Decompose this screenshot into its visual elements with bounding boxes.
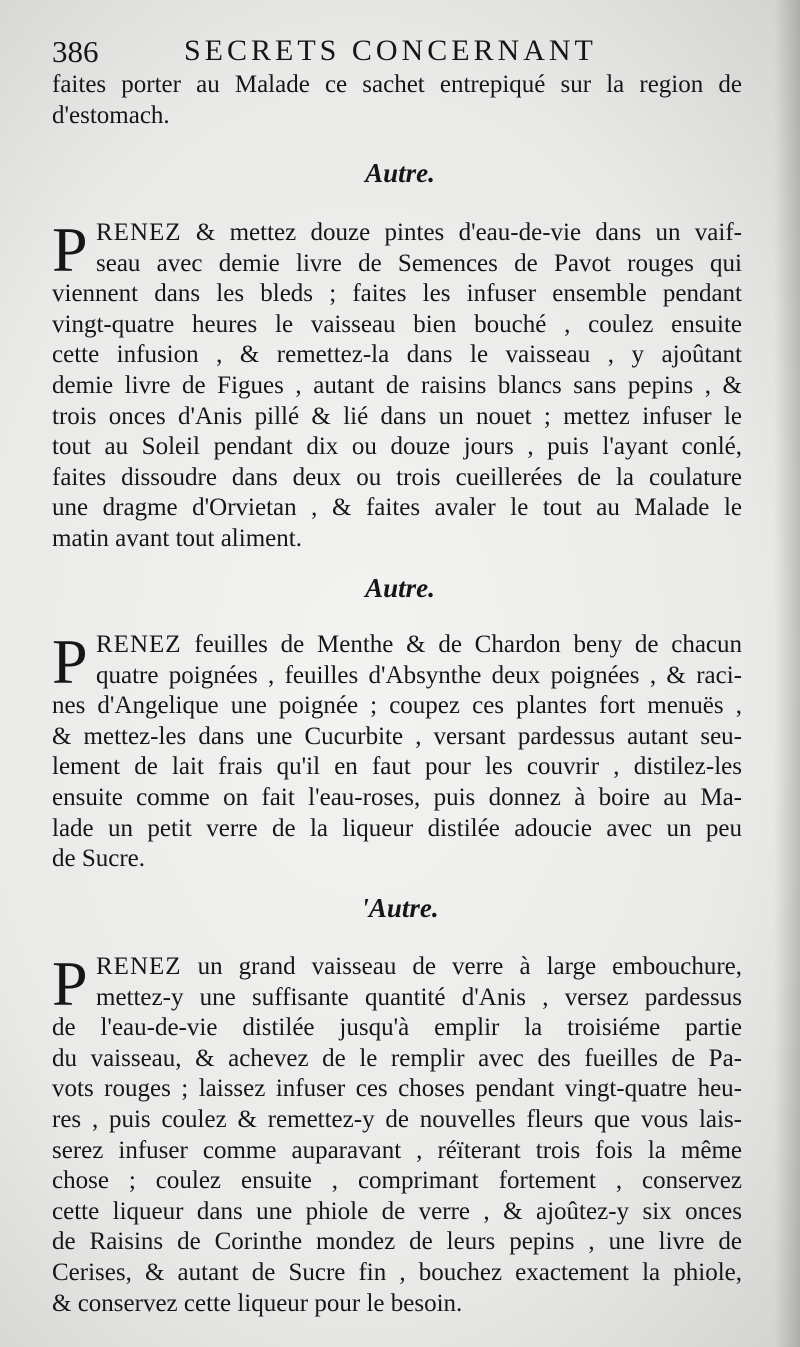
text-line: faites porter au Malade ce sachet entrepiqué sur la region de	[52, 71, 742, 98]
page-header	[52, 34, 752, 74]
text-line: viennent dans les bleds ; faites les infuser ensemble pendant	[52, 280, 742, 308]
text-line: du vaisseau, & achevez de le remplir avec des fueilles de Pa-	[52, 1044, 742, 1072]
text-line: matin avant tout aliment.	[52, 524, 302, 552]
text-line: nes d'Angelique une poignée ; coupez ces plantes fort menuës ,	[52, 692, 742, 720]
text-line: demie livre de Figues , autant de raisins blancs sans pepins , &	[52, 371, 742, 399]
text-line: d'estomach.	[52, 101, 170, 129]
text-line: chose ; coulez ensuite , comprimant fortement , conservez	[52, 1167, 742, 1195]
lead-word: RENEZ	[96, 219, 182, 246]
text-line: & conservez cette liqueur pour le besoin.	[52, 1289, 463, 1317]
text-line: faites dissoudre dans deux ou trois cueillerées de la coulature	[52, 463, 742, 491]
text-line: & mettez-les dans une Cucurbite , versant pardessus autant seu-	[52, 722, 742, 750]
text-line: serez infuser comme auparavant , réïterant trois fois la même	[52, 1136, 742, 1164]
section-heading: 'Autre.	[361, 893, 439, 923]
lead-word: RENEZ	[96, 953, 182, 980]
text-line	[52, 952, 742, 983]
line-text: un grand vaisseau de verre à large embouchure,	[197, 953, 742, 980]
text-line: cette liqueur dans une phiole de verre , & ajoûtez-y six onces	[52, 1197, 742, 1225]
drop-cap: P	[52, 214, 88, 285]
text-line: de l'eau-de-vie distilée jusqu'à emplir la troisiéme partie	[52, 1014, 742, 1042]
page-edge-shadow	[774, 0, 800, 1347]
page-number: 386	[52, 34, 99, 69]
text-line: vingt-quatre heures le vaisseau bien bouché , coulez ensuite	[52, 310, 742, 338]
text-line: de Raisins de Corinthe mondez de leurs pepins , une livre de	[52, 1228, 742, 1256]
recipe-paragraph	[52, 626, 743, 875]
text-line: quatre poignées , feuilles d'Absynthe deux poignées , & raci-	[96, 661, 742, 689]
section-heading: Autre.	[365, 158, 435, 188]
running-head: SECRETS CONCERNANT	[184, 34, 597, 67]
text-line: lade un petit verre de la liqueur distilée adoucie avec un peu	[52, 814, 742, 842]
text-line: mettez-y une suffisante quantité d'Anis , versez pardessus	[96, 983, 742, 1011]
drop-cap: P	[52, 948, 88, 1019]
lead-word: RENEZ	[96, 631, 182, 658]
text-line: une dragme d'Orvietan , & faites avaler le tout au Malade le	[52, 494, 742, 522]
intro-paragraph	[52, 70, 742, 131]
text-line: Cerises, & autant de Sucre fin , bouchez exactement la phiole,	[52, 1258, 742, 1286]
drop-cap: P	[52, 626, 88, 697]
text-line	[52, 630, 742, 661]
text-line: lement de lait frais qu'il en faut pour les couvrir , distilez-les	[52, 753, 742, 781]
text-line: cette infusion , & remettez-la dans le vaisseau , y ajoûtant	[52, 341, 742, 369]
section-heading: Autre.	[365, 573, 435, 603]
text-line: res , puis coulez & remettez-y de nouvelles fleurs que vous lais-	[52, 1105, 742, 1133]
line-text: feuilles de Menthe & de Chardon beny de chacun	[194, 631, 743, 658]
recipe-paragraph	[52, 214, 743, 555]
text-line: trois onces d'Anis pillé & lié dans un nouet ; mettez infuser le	[52, 402, 742, 430]
text-line: tout au Soleil pendant dix ou douze jours , puis l'ayant conlé,	[52, 433, 742, 461]
text-line: de Sucre.	[52, 845, 146, 873]
line-text: & mettez douze pintes d'eau-de-vie dans un vaif-	[195, 219, 743, 246]
text-line	[52, 218, 742, 249]
recipe-paragraph	[52, 948, 742, 1319]
text-line: seau avec demie livre de Semences de Pavot rouges qui	[96, 249, 742, 277]
text-line: ensuite comme on fait l'eau-roses, puis donnez à boire au Ma-	[52, 783, 742, 811]
text-line: vots rouges ; laissez infuser ces choses pendant vingt-quatre heu-	[52, 1075, 742, 1103]
